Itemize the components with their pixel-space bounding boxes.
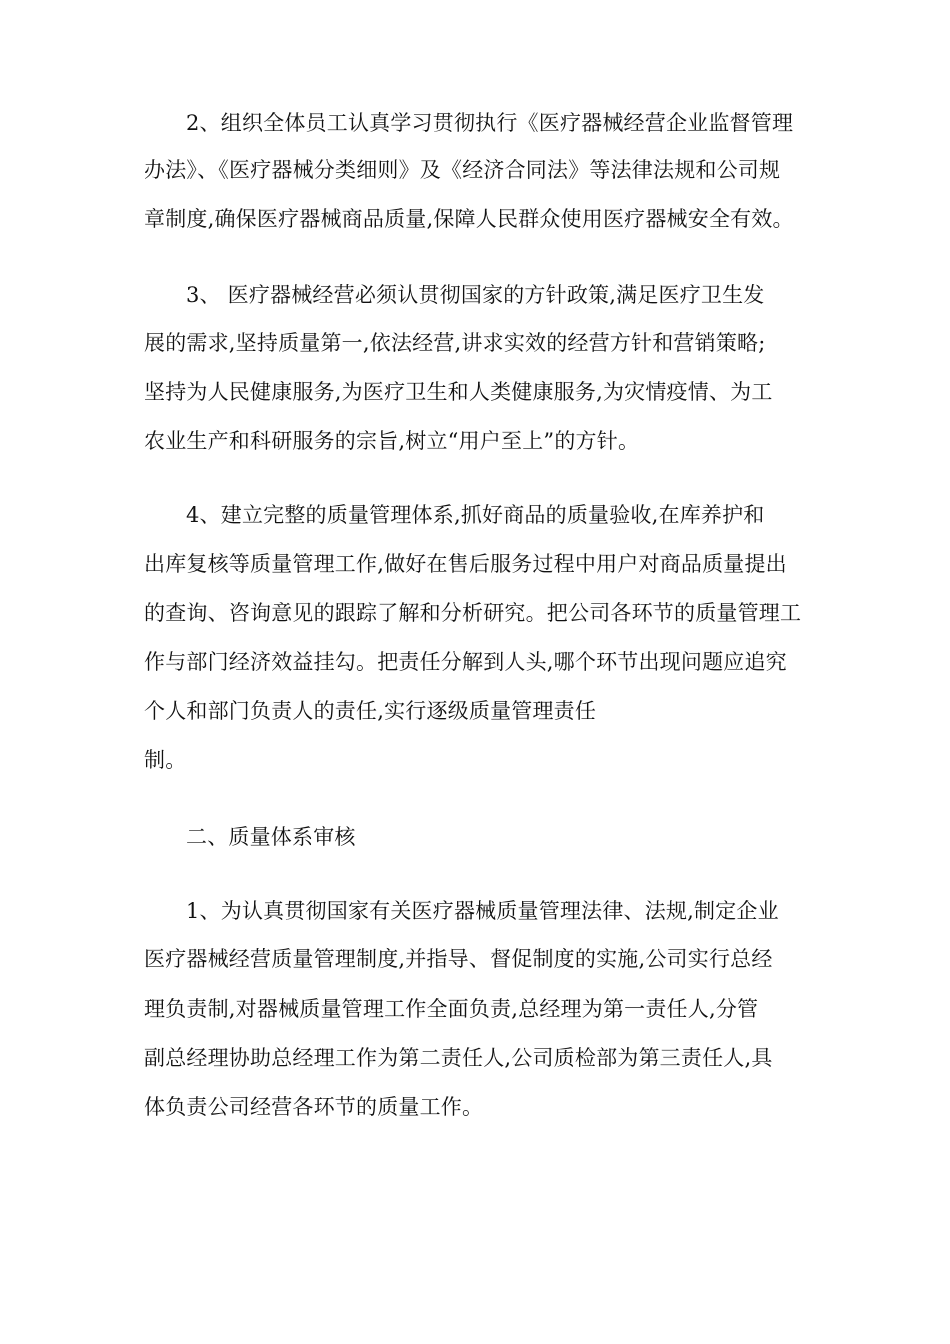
paragraph-2-line-1: 3、 医疗器械经营必须认贯彻国家的方针政策,满足医疗卫生发: [186, 283, 765, 307]
paragraph-2-line-4: 农业生产和科研服务的宗旨,树立“用户至上”的方针。: [144, 429, 640, 453]
paragraph-2-line-2: 展的需求,坚持质量第一,依法经营,讲求实效的经营方针和营销策略;: [144, 331, 766, 355]
paragraph-4-line-3: 理负责制,对器械质量管理工作全面负责,总经理为第一责任人,分管: [144, 997, 759, 1021]
paragraph-4-line-5: 体负责公司经营各环节的质量工作。: [144, 1095, 484, 1119]
paragraph-4-line-2: 医疗器械经营质量管理制度,并指导、督促制度的实施,公司实行总经: [144, 947, 773, 971]
paragraph-2-line-3: 坚持为人民健康服务,为医疗卫生和人类健康服务,为灾情疫情、为工: [144, 380, 773, 404]
paragraph-3-line-2: 出库复核等质量管理工作,做好在售后服务过程中用户对商品质量提出: [144, 552, 787, 576]
paragraph-3-line-6: 制。: [144, 748, 187, 772]
paragraph-1-line-2: 办法》、《医疗器械分类细则》及《经济合同法》等法律法规和公司规: [144, 158, 781, 182]
paragraph-4-line-4: 副总经理协助总经理工作为第二责任人,公司质检部为第三责任人,具: [144, 1046, 773, 1070]
paragraph-3-line-3: 的查询、咨询意见的跟踪了解和分析研究。把公司各环节的质量管理工: [144, 601, 802, 625]
section-heading: 二、质量体系审核: [186, 825, 356, 849]
paragraph-1-line-3: 章制度,确保医疗器械商品质量,保障人民群众使用医疗器械安全有效。: [144, 207, 794, 231]
paragraph-1-line-1: 2、组织全体员工认真学习贯彻执行《医疗器械经营企业监督管理: [186, 111, 794, 135]
paragraph-3-line-4: 作与部门经济效益挂勾。把责任分解到人头,哪个环节出现问题应追究: [144, 650, 787, 674]
paragraph-3-line-5: 个人和部门负责人的责任,实行逐级质量管理责任: [144, 699, 597, 723]
paragraph-3-line-1: 4、建立完整的质量管理体系,抓好商品的质量验收,在库养护和: [186, 503, 765, 527]
paragraph-4-line-1: 1、为认真贯彻国家有关医疗器械质量管理法律、法规,制定企业: [186, 899, 779, 923]
